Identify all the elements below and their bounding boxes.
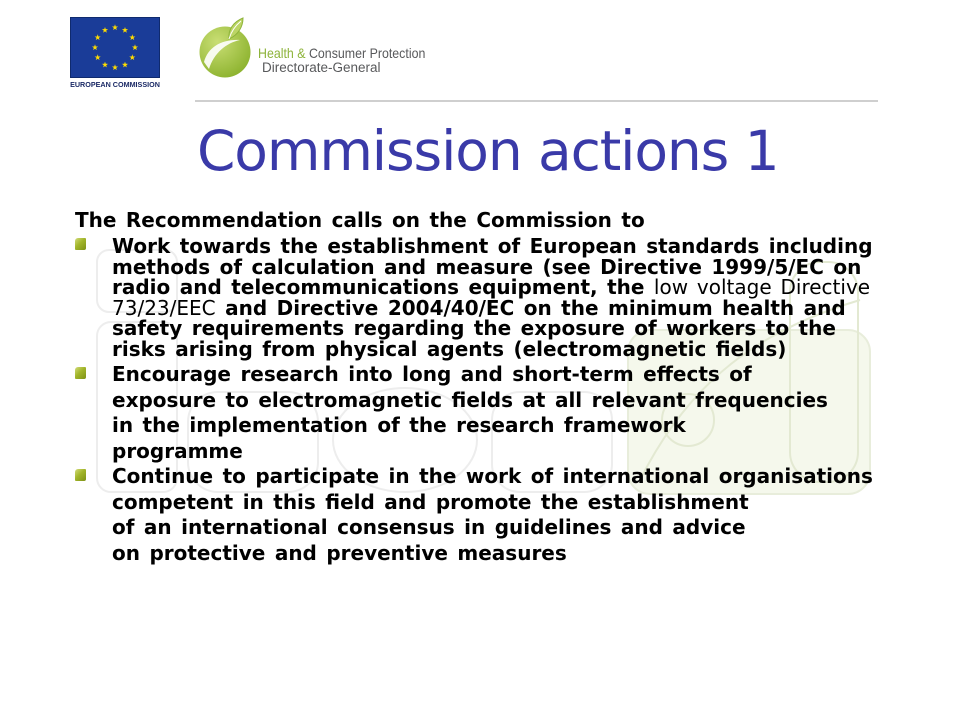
bullet-line-segment: low voltage Directive bbox=[653, 275, 871, 300]
bullet-line: risks arising from physical agents (electromagnetic fields) bbox=[112, 336, 787, 361]
dg-logo-name-amp: & bbox=[297, 45, 306, 61]
dg-logo-name-highlight: Health bbox=[258, 45, 294, 61]
header-divider bbox=[195, 100, 878, 102]
bullet-line: competent in this field and promote the establishment bbox=[112, 489, 749, 514]
intro-text: The Recommendation calls on the Commission to bbox=[75, 208, 645, 232]
eu-flag-icon bbox=[70, 17, 160, 78]
bullet-line: exposure to electromagnetic fields at all relevant frequencies bbox=[112, 387, 828, 412]
bullet-line: programme bbox=[112, 439, 243, 464]
bullet-item bbox=[112, 464, 873, 567]
bullet-line-segment: and Directive 2004/40/EC on the minimum health and bbox=[225, 295, 846, 320]
bullet-line: methods of calculation and measure (see Directive 1999/5/EC on bbox=[112, 254, 862, 279]
bullet-line-segment: radio and telecommunications equipment, the bbox=[112, 275, 645, 300]
bullet-line: Encourage research into long and short-term effects of bbox=[112, 362, 752, 386]
dg-logo-name bbox=[258, 45, 425, 61]
bullet-line: on protective and preventive measures bbox=[112, 541, 567, 566]
bullet-line: of an international consensus in guidelines and advice bbox=[112, 515, 746, 540]
bullet-line: safety requirements regarding the exposure of workers to the bbox=[112, 316, 836, 341]
bullet-item bbox=[112, 236, 873, 360]
bullet-item bbox=[112, 362, 828, 465]
olive-square-bullet-icon bbox=[75, 238, 86, 250]
bullet-line bbox=[112, 277, 873, 298]
eu-logo-caption: EUROPEAN COMMISSION bbox=[70, 79, 160, 89]
leaf-circle-icon bbox=[192, 12, 258, 78]
olive-square-bullet-icon bbox=[75, 469, 86, 481]
dg-logo bbox=[192, 12, 432, 82]
dg-logo-subtitle: Directorate-General bbox=[262, 60, 381, 76]
bullet-line: Continue to participate in the work of international organisations bbox=[112, 464, 873, 488]
olive-square-bullet-icon bbox=[75, 367, 86, 379]
bullet-line bbox=[112, 295, 873, 320]
bullet-line-segment: 73/23/EEC bbox=[112, 295, 216, 320]
eu-logo bbox=[70, 17, 160, 91]
bullet-line: in the implementation of the research framework bbox=[112, 413, 686, 438]
bullet-line: Work towards the establishment of European standards including bbox=[112, 234, 873, 258]
dg-logo-name-rest: Consumer Protection bbox=[308, 45, 426, 61]
slide-title: Commission actions 1 bbox=[197, 119, 779, 183]
